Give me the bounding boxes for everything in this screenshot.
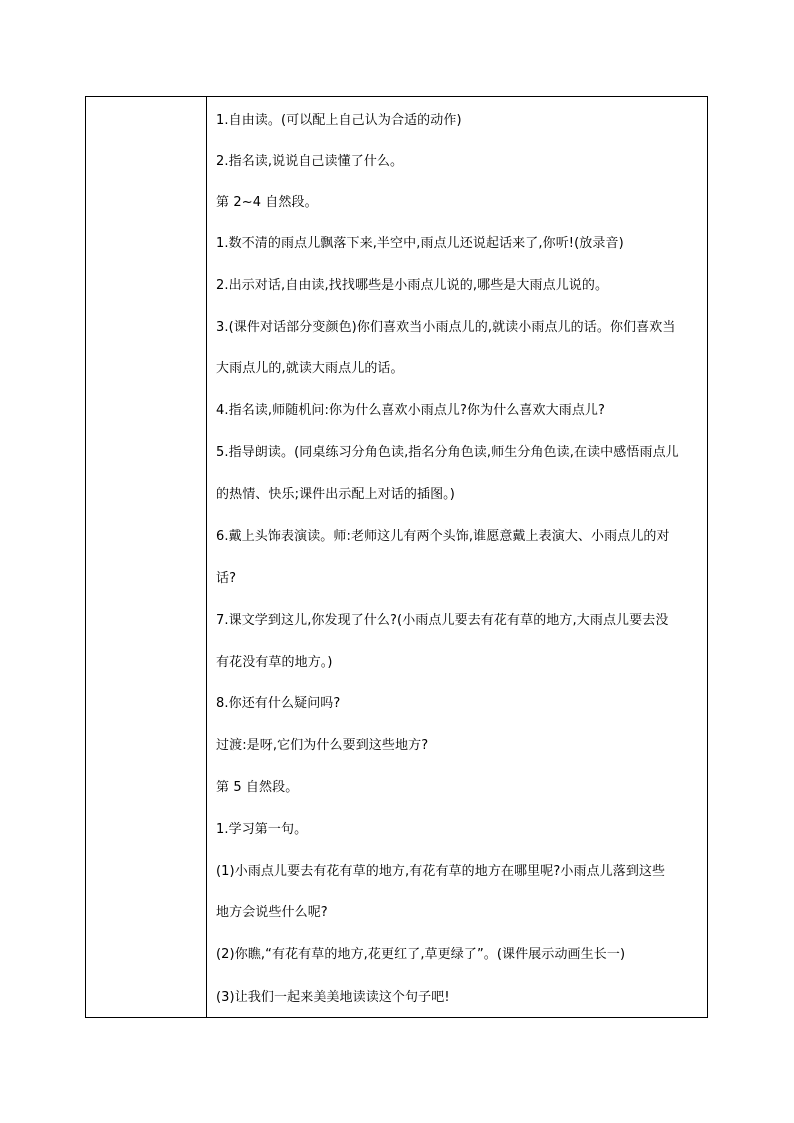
text-line: (1)小雨点儿要去有花有草的地方,有花有草的地方在哪里呢?小雨点儿落到这些 xyxy=(216,864,666,879)
table-left-column xyxy=(86,97,207,1017)
text-line: 话? xyxy=(216,571,237,586)
text-line: 5.指导朗读。(同桌练习分角色读,指名分角色读,师生分角色读,在读中感悟雨点儿 xyxy=(216,445,679,460)
text-line: 6.戴上头饰表演读。师:老师这儿有两个头饰,谁愿意戴上表演大、小雨点儿的对 xyxy=(216,529,670,544)
text-line: 地方会说些什么呢? xyxy=(216,905,328,920)
text-line: 7.课文学到这儿,你发现了什么?(小雨点儿要去有花有草的地方,大雨点儿要去没 xyxy=(216,613,669,628)
text-line: 2.指名读,说说自己读懂了什么。 xyxy=(216,154,404,169)
text-line: 2.出示对话,自由读,找找哪些是小雨点儿说的,哪些是大雨点儿说的。 xyxy=(216,278,609,293)
text-line: (2)你瞧,“有花有草的地方,花更红了,草更绿了”。(课件展示动画生长一) xyxy=(216,947,626,962)
text-line: 1.自由读。(可以配上自己认为合适的动作) xyxy=(216,113,462,128)
text-line: 过渡:是呀,它们为什么要到这些地方? xyxy=(216,738,429,753)
text-line: 的热情、快乐;课件出示配上对话的插图。) xyxy=(216,487,455,502)
text-line: (3)让我们一起来美美地读读这个句子吧! xyxy=(216,990,450,1005)
text-line: 第 5 自然段。 xyxy=(216,780,299,795)
text-line: 1.学习第一句。 xyxy=(216,822,308,837)
text-line: 大雨点儿的,就读大雨点儿的话。 xyxy=(216,361,404,376)
text-line: 8.你还有什么疑问吗? xyxy=(216,696,341,711)
lesson-table xyxy=(85,96,708,1018)
text-line: 3.(课件对话部分变颜色)你们喜欢当小雨点儿的,就读小雨点儿的话。你们喜欢当 xyxy=(216,320,676,335)
text-line: 4.指名读,师随机问:你为什么喜欢小雨点儿?你为什么喜欢大雨点儿? xyxy=(216,403,606,418)
table-content-column xyxy=(207,97,707,1017)
text-line: 有花没有草的地方。) xyxy=(216,655,333,670)
text-line: 第 2~4 自然段。 xyxy=(216,195,318,210)
text-line: 1.数不清的雨点儿飘落下来,半空中,雨点儿还说起话来了,你听!(放录音) xyxy=(216,236,624,251)
